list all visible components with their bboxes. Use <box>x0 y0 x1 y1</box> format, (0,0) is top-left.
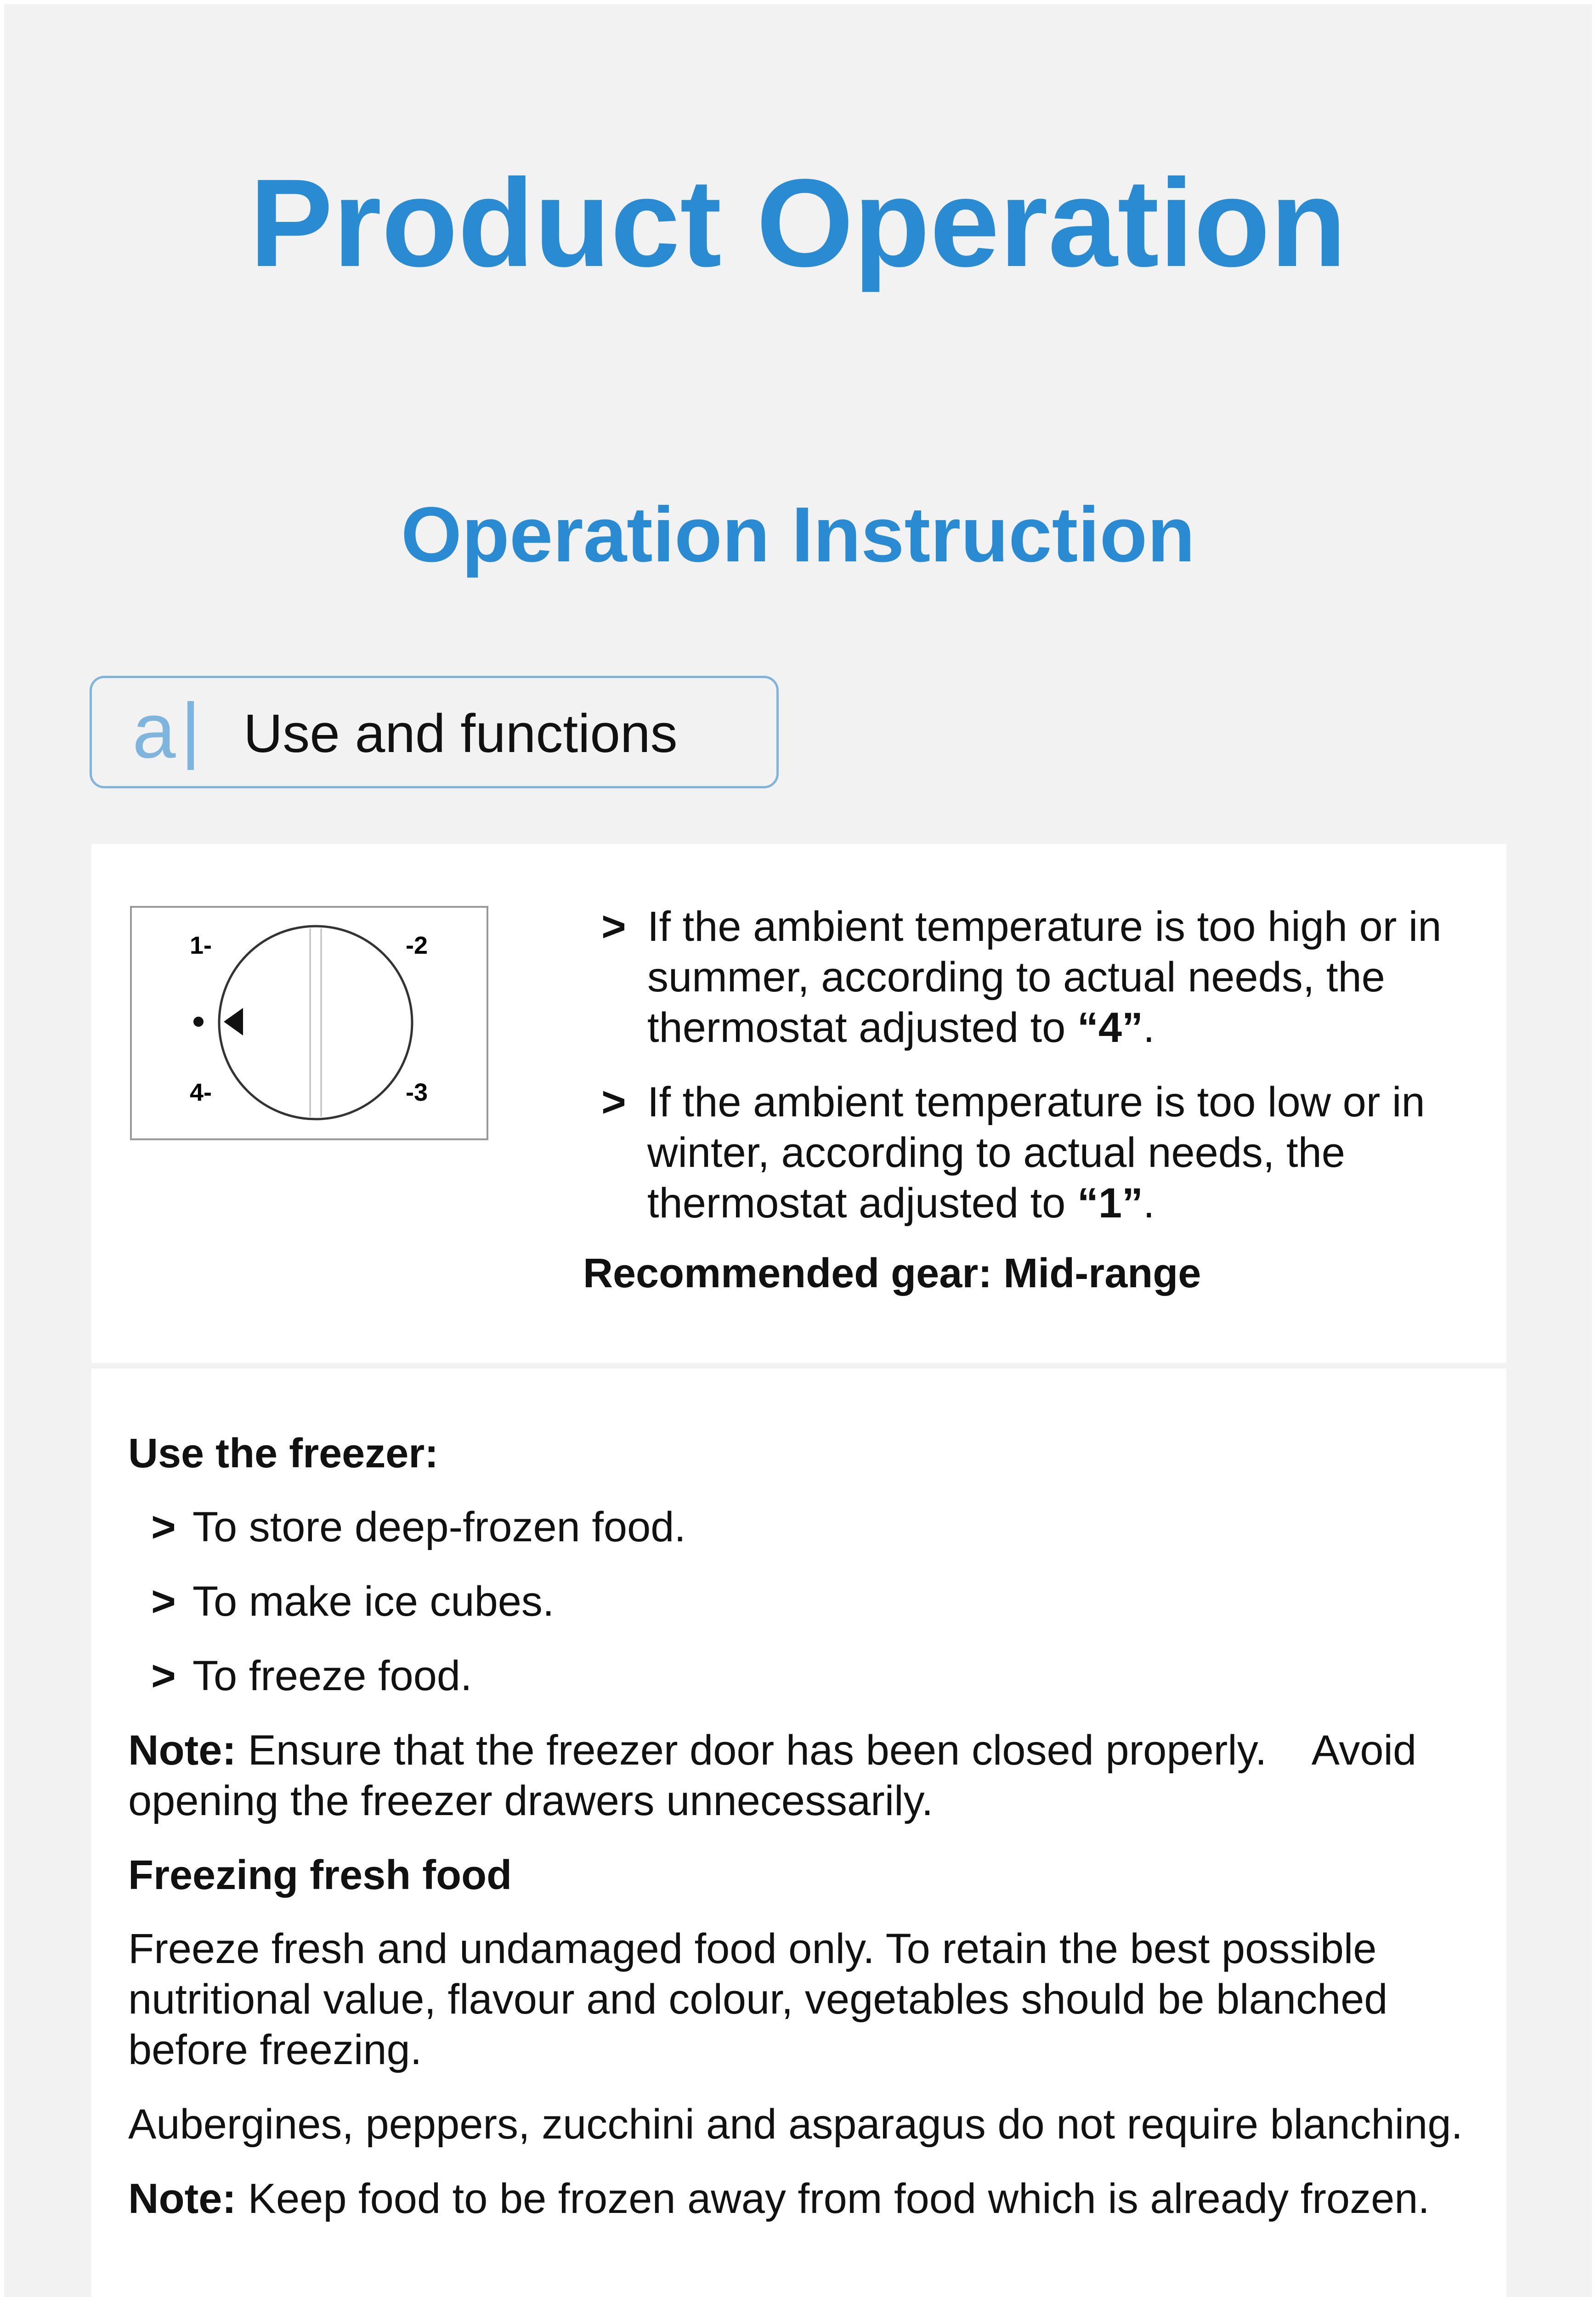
section-divider-bar <box>187 701 194 770</box>
dial-label-2: -2 <box>405 932 428 959</box>
page-subtitle: Operation Instruction <box>401 491 1195 578</box>
fresh-food-paragraph: Freeze fresh and undamaged food only. To retain the best possible nutritional value, flavour and colour, vegetables should be blanched before freezing. <box>128 1925 1388 2073</box>
freezer-content <box>128 1428 1474 2248</box>
bullet-arrow: > <box>151 1652 176 1699</box>
list-item <box>128 1576 1474 1627</box>
list-item <box>128 1651 1474 1701</box>
dial-label-3: -3 <box>405 1079 428 1106</box>
list-item <box>601 1077 1483 1228</box>
note-door <box>128 1725 1474 1826</box>
bullet-arrow: > <box>601 903 626 950</box>
dot-icon <box>193 1017 204 1027</box>
note-frozen <box>128 2173 1474 2224</box>
bullet-setting: “1” <box>1077 1180 1143 1227</box>
note-label: Note: <box>128 1727 237 1774</box>
list-item <box>601 901 1483 1053</box>
list-item-text: To make ice cubes. <box>192 1578 555 1625</box>
list-item-text: To freeze food. <box>192 1652 472 1699</box>
dial-circle <box>219 926 412 1119</box>
dial-label-1: 1- <box>189 932 212 959</box>
bullet-arrow: > <box>601 1079 626 1126</box>
note-text: Keep food to be frozen away from food which is already frozen. <box>236 2175 1430 2222</box>
blanching-paragraph: Aubergines, peppers, zucchini and asparagus do not require blanching. <box>128 2101 1463 2148</box>
note-text: Ensure that the freezer door has been closed properly. Avoid opening the freezer drawers unnecessarily. <box>128 1727 1428 1824</box>
page-title: Product Operation <box>249 153 1347 293</box>
bullet-tail: . <box>1143 1180 1155 1227</box>
bullet-text: If the ambient temperature is too low or in winter, according to actual needs, the thermostat adjusted to <box>647 1079 1425 1227</box>
section-label: Use and functions <box>243 703 678 764</box>
section-letter: a <box>132 687 176 775</box>
bullet-setting: “4” <box>1077 1004 1143 1051</box>
list-item <box>128 1502 1474 1552</box>
freezer-heading: Use the freezer: <box>128 1431 439 1477</box>
thermostat-card <box>91 844 1506 1363</box>
thermostat-dial-diagram <box>130 906 488 1140</box>
thermostat-bullets <box>601 901 1483 1252</box>
recommended-gear: Recommended gear: Mid-range <box>583 1250 1201 1296</box>
bullet-arrow: > <box>151 1578 176 1625</box>
bullet-arrow: > <box>151 1504 176 1550</box>
dial-label-4: 4- <box>189 1079 212 1106</box>
fresh-food-heading: Freezing fresh food <box>128 1852 512 1898</box>
bullet-tail: . <box>1143 1004 1155 1051</box>
note-label: Note: <box>128 2175 237 2222</box>
list-item-text: To store deep-frozen food. <box>192 1504 686 1550</box>
section-tab <box>90 676 779 788</box>
freezer-card <box>91 1369 1506 2297</box>
bullet-text: If the ambient temperature is too high or in summer, according to actual needs, the thermostat adjusted to <box>647 903 1442 1051</box>
manual-page <box>4 4 1592 2297</box>
